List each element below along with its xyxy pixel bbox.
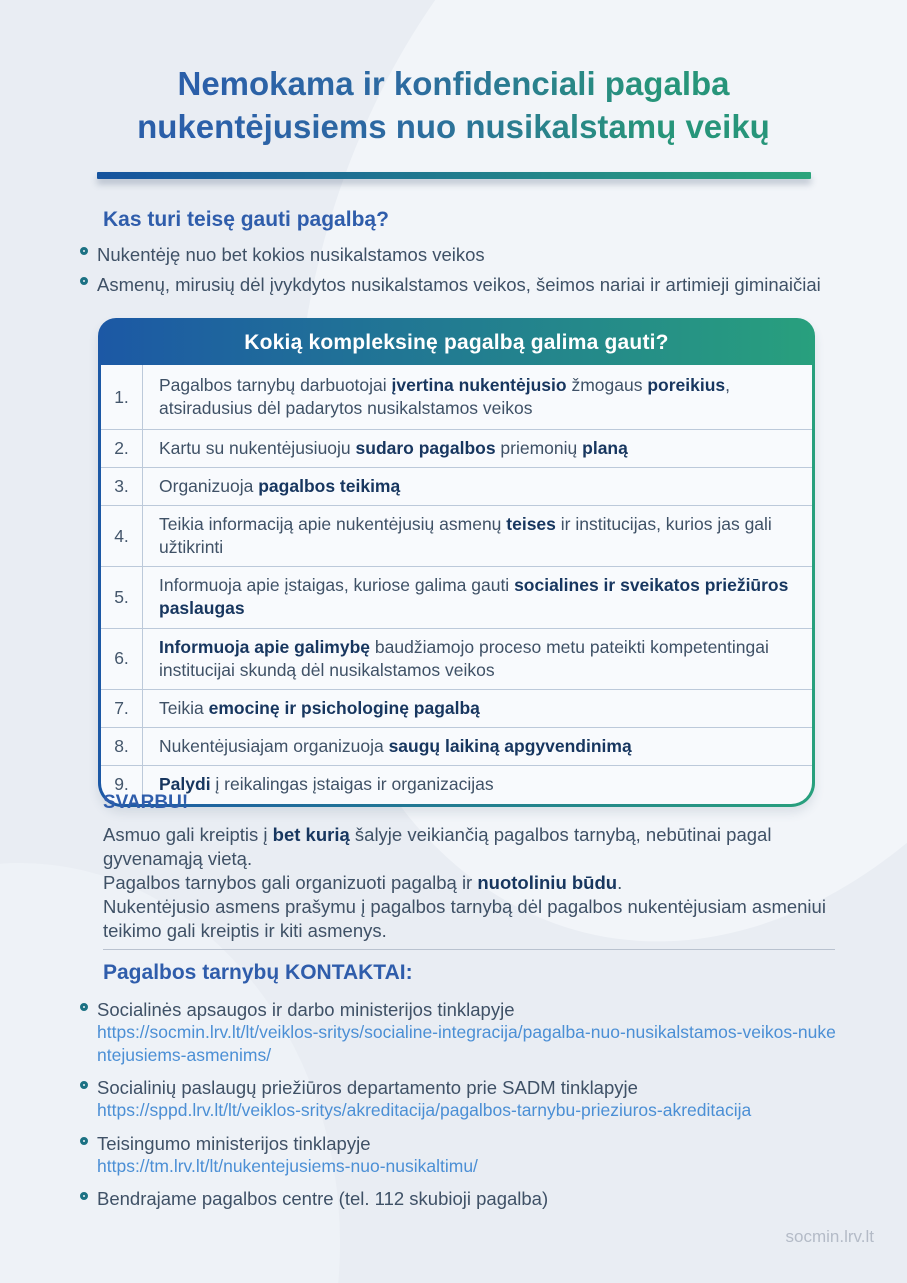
table-row (101, 506, 812, 567)
bullet-circle-icon (80, 1137, 88, 1145)
row-text: Kartu su nukentėjusiuoju sudaro pagalbos priemonių planą (159, 438, 628, 458)
contacts-heading: Pagalbos tarnybų KONTAKTAI: (103, 961, 413, 984)
page-title-line-2: nukentėjusiems nuo nusikalstamų veikų (137, 107, 770, 145)
important-paragraph: Asmuo gali kreiptis į bet kurią šalyje veikiančią pagalbos tarnybą, nebūtinai pagal gyvenamąją vietą. (103, 824, 772, 870)
row-number: 1. (101, 365, 143, 429)
important-heading: SVARBU! (103, 792, 189, 813)
table-row (101, 690, 812, 728)
list-item (80, 243, 870, 266)
eligibility-item-text: Asmenų, mirusių dėl įvykdytos nusikalstamos veikos, šeimos nariai ir artimieji giminaičiai (97, 274, 821, 296)
bullet-circle-icon (80, 1003, 88, 1011)
row-number: 6. (101, 629, 143, 689)
eligibility-item-text: Nukentėję nuo bet kokios nusikalstamos veikos (97, 244, 485, 265)
table-row (101, 365, 812, 430)
contact-label: Socialinės apsaugos ir darbo ministerijos tinklapyje (97, 999, 515, 1020)
help-table-header: Kokią kompleksinę pagalbą galima gauti? (244, 331, 669, 354)
row-text: Teikia informaciją apie nukentėjusių asmenų teises ir institucijas, kurios jas gali užtikrinti (159, 514, 772, 558)
row-number: 2. (101, 430, 143, 467)
row-number: 9. (101, 766, 143, 804)
row-text: Pagalbos tarnybų darbuotojai įvertina nukentėjusio žmogaus poreikius, atsiradusius dėl padarytos nusikalstamos veikos (159, 374, 730, 418)
contacts-section (80, 961, 875, 1219)
table-row (101, 430, 812, 468)
contact-link[interactable]: https://sppd.lrv.lt/lt/veiklos-sritys/akreditacija/pagalbos-tarnybu-prieziuros-akreditacija (97, 1100, 752, 1121)
contact-link[interactable]: https://tm.lrv.lt/lt/nukentejusiems-nuo-nusikaltimu/ (97, 1155, 478, 1176)
section-divider-line (103, 949, 835, 950)
row-number: 5. (101, 567, 143, 627)
row-text: Informuoja apie įstaigas, kuriose galima gauti socialines ir sveikatos priežiūros paslaugas (159, 575, 789, 619)
row-number: 8. (101, 728, 143, 765)
bullet-circle-icon (80, 247, 88, 255)
page-title (0, 63, 907, 149)
important-paragraph: Pagalbos tarnybos gali organizuoti pagalbą ir nuotoliniu būdu. (103, 872, 623, 894)
bullet-circle-icon (80, 1081, 88, 1089)
title-divider-bar (97, 172, 811, 179)
eligibility-heading: Kas turi teisę gauti pagalbą? (103, 208, 389, 231)
important-paragraph: Nukentėjusio asmens prašymu į pagalbos tarnybą dėl pagalbos nukentėjusiam asmeniui teikimo gali kreiptis ir kiti asmenys. (103, 896, 826, 942)
eligibility-section (80, 208, 870, 303)
bullet-circle-icon (80, 277, 88, 285)
footer-site-label: socmin.lrv.lt (785, 1227, 874, 1246)
row-number: 7. (101, 690, 143, 727)
row-text: Organizuoja pagalbos teikimą (159, 476, 401, 497)
table-row (101, 629, 812, 690)
row-text: Nukentėjusiajam organizuoja saugų laikiną apgyvendinimą (159, 735, 632, 756)
page-title-line-1: Nemokama ir konfidenciali pagalba (177, 65, 730, 102)
contact-label: Bendrajame pagalbos centre (tel. 112 skubioji pagalba) (97, 1187, 549, 1209)
contact-item (80, 1076, 875, 1122)
table-row (101, 728, 812, 766)
contact-label: Socialinių paslaugų priežiūros departamento prie SADM tinklapyje (97, 1077, 638, 1099)
contact-item (80, 998, 875, 1067)
bullet-circle-icon (80, 1192, 88, 1200)
table-row (101, 567, 812, 628)
table-row (101, 468, 812, 506)
contact-link[interactable]: https://socmin.lrv.lt/lt/veiklos-sritys/socialine-integracija/pagalba-nuo-nusikalstamos-veikos-nukentejusiems-asmenims/ (97, 1022, 836, 1066)
help-table-body (101, 365, 812, 804)
list-item (80, 273, 870, 296)
row-text: Informuoja apie galimybę baudžiamojo proceso metu pateikti kompetentingai institucijai skundą dėl nusikalstamos veikos (159, 636, 769, 680)
row-number: 3. (101, 468, 143, 505)
row-number: 4. (101, 506, 143, 566)
important-section (103, 792, 838, 943)
row-text: Palydi į reikalingas įstaigas ir organizacijas (159, 774, 494, 795)
contact-label: Teisingumo ministerijos tinklapyje (97, 1132, 371, 1154)
eligibility-list (80, 243, 870, 296)
contact-item (80, 1132, 875, 1178)
help-table (98, 318, 815, 807)
row-text: Teikia emocinę ir psichologinę pagalbą (159, 697, 480, 718)
contact-item (80, 1187, 875, 1210)
